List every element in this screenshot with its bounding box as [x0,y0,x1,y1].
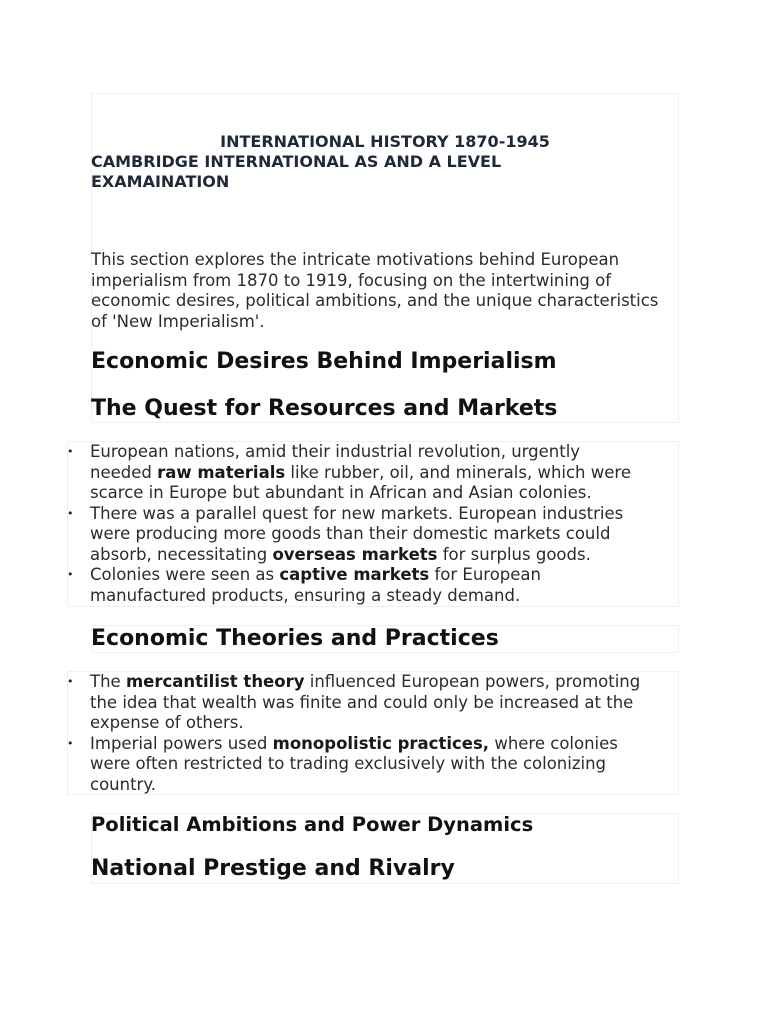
bullet-icon: • [67,445,74,458]
heading-economic-theories: Economic Theories and Practices [91,626,499,651]
list-item: • There was a parallel quest for new markets. European industries were producing more goods than their domestic markets could absorb, necessitating overseas markets for surplus goods. [67,503,624,564]
theories-list [67,672,679,795]
resources-list [67,442,679,606]
theories-list-section [67,671,679,795]
intro-section [91,93,679,423]
document-subtitle: CAMBRIDGE INTERNATIONAL AS AND A LEVEL [91,152,502,171]
intro-paragraph: This section explores the intricate motivations behind European imperialism from 1870 to 1919, focusing on the intertwining of economic desires, political ambitions, and the unique characteristics of 'New Imperialism'. [91,250,659,331]
list-item: • Colonies were seen as captive markets for European manufactured products, ensuring a steady demand. [67,565,541,605]
resources-list-section [67,441,679,607]
document-subtitle-cont: EXAMAINATION [91,172,230,191]
heading-quest-resources: The Quest for Resources and Markets [91,396,558,421]
heading-national-prestige: National Prestige and Rivalry [91,856,455,881]
heading-economic-desires: Economic Desires Behind Imperialism [91,349,557,374]
document-title: INTERNATIONAL HISTORY 1870-1945 [220,132,550,151]
bullet-icon: • [67,506,74,520]
list-item: • The mercantilist theory influenced European powers, promoting the idea that wealth was finite and could only be increased at the expense of others. [67,672,641,732]
bullet-icon: • [67,675,74,688]
heading-political-ambitions: Political Ambitions and Power Dynamics [91,813,534,836]
theories-heading-section [91,625,679,653]
bullet-icon: • [67,736,74,750]
list-item: • European nations, amid their industrial revolution, urgently needed raw materials like rubber, oil, and minerals, which were scarce in Europe but abundant in African and Asian colonies. [67,442,631,502]
bullet-icon: • [67,568,74,581]
list-item: • Imperial powers used monopolistic practices, where colonies were often restricted to trading exclusively with the colonizing country. [67,733,618,794]
political-section [91,813,679,884]
